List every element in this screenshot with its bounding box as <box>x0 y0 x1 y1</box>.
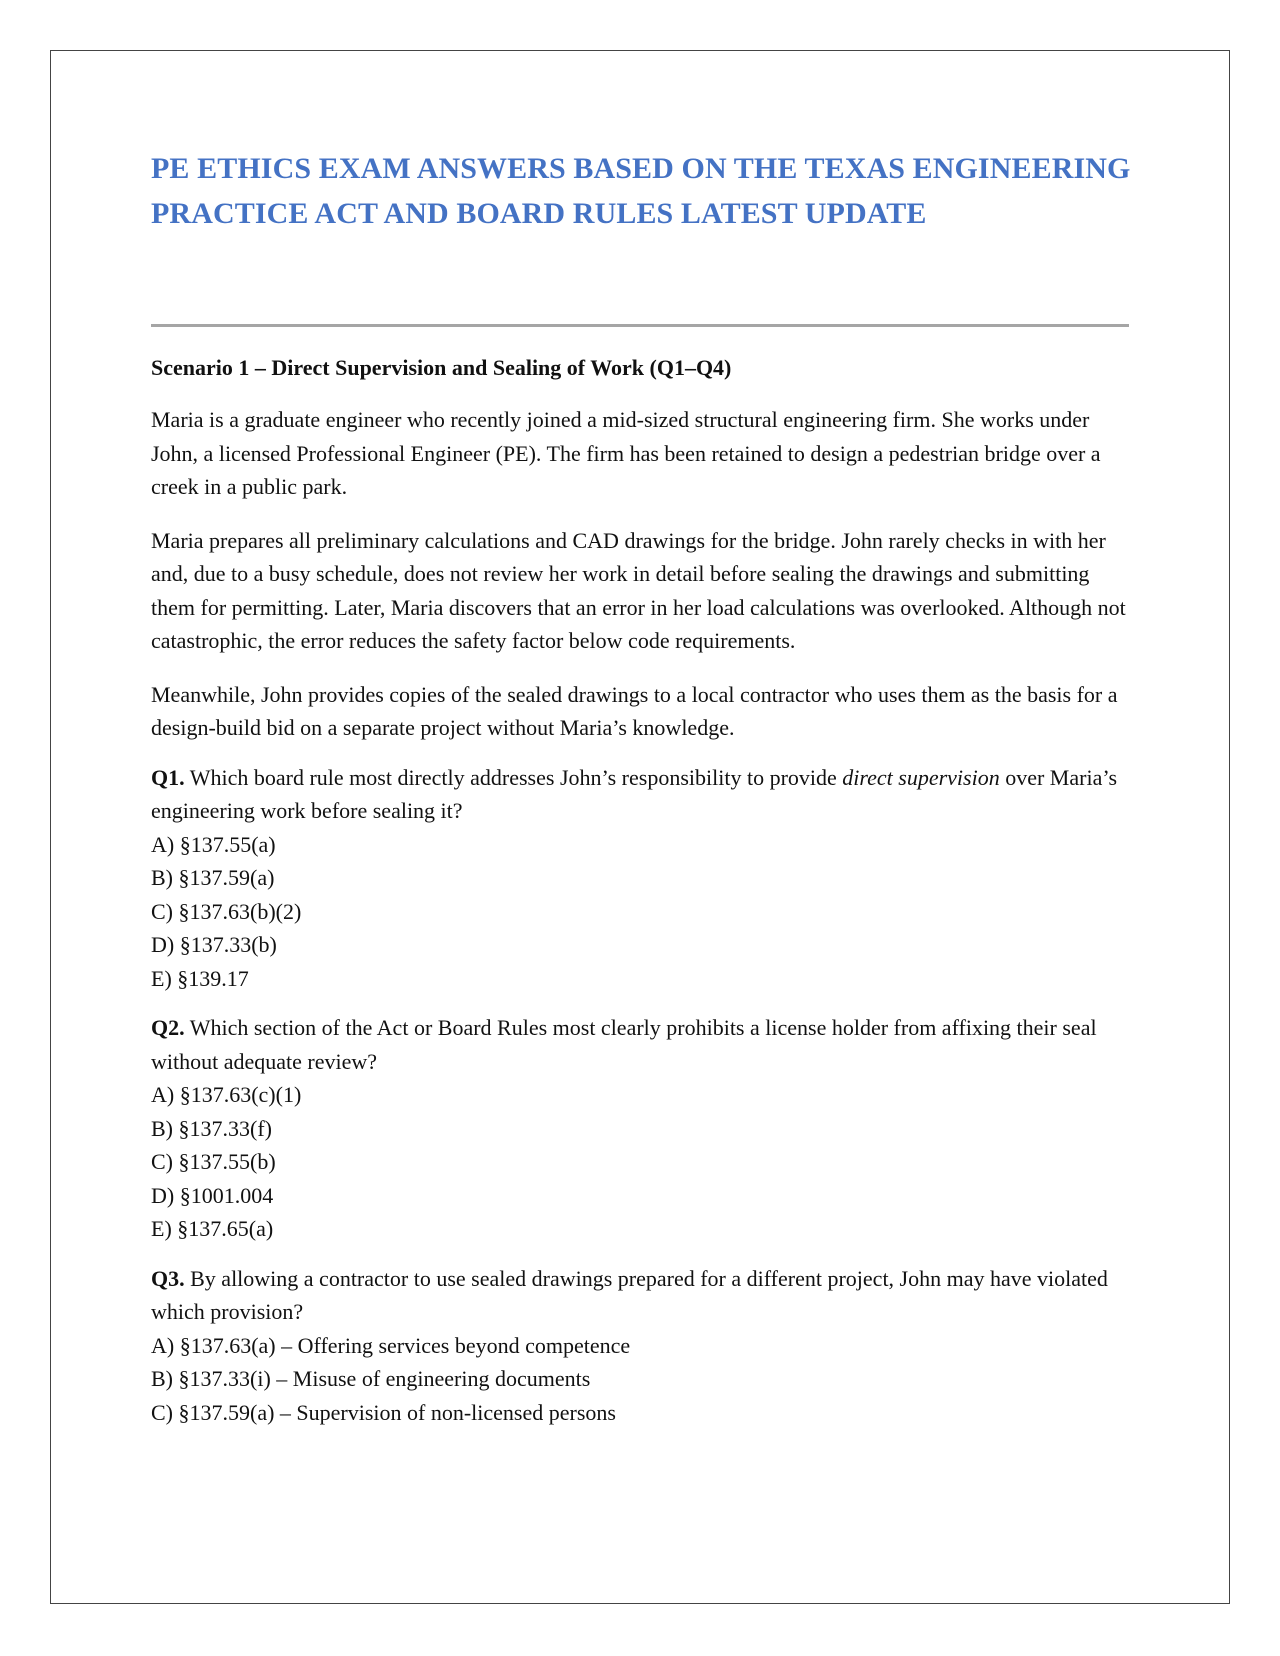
question-3-options <box>151 1329 1136 1430</box>
question-1-emphasis: direct supervision <box>842 764 1000 790</box>
scenario-paragraph-3: Meanwhile, John provides copies of the sealed drawings to a local contractor who uses them as the basis for a design-build bid on a separate project without Maria’s knowledge. <box>151 681 1118 740</box>
document-title: PE ETHICS EXAM ANSWERS BASED ON THE TEXAS ENGINEERING PRACTICE ACT AND BOARD RULES LATEST UPDATE <box>151 152 1131 230</box>
question-1-option-c: C) §137.63(b)(2) <box>151 898 302 924</box>
question-2 <box>151 1011 1136 1246</box>
title-divider <box>151 324 1129 327</box>
question-1-option-e: E) §139.17 <box>151 965 249 991</box>
question-2-option-b: B) §137.33(f) <box>151 1115 272 1141</box>
question-2-option-e: E) §137.65(a) <box>151 1216 274 1241</box>
question-2-option-d: D) §1001.004 <box>151 1182 274 1208</box>
question-2-options <box>151 1078 1136 1246</box>
question-3-body: By allowing a contractor to use sealed drawings prepared for a different project, John may have violated which provision? <box>151 1265 1108 1324</box>
question-3-option-c: C) §137.59(a) – Supervision of non-licensed persons <box>151 1399 616 1425</box>
question-3-option-a: A) §137.63(a) – Offering services beyond competence <box>151 1332 631 1358</box>
question-1-options <box>151 828 1136 996</box>
scenario-paragraph-2: Maria prepares all preliminary calculations and CAD drawings for the bridge. John rarely checks in with her and, due to a busy schedule, does not review her work in detail before sealing the drawings and submitting them for permitting. Later, Maria discovers that an error in her load calculations was overlooked. Although not catastrophic, the error reduces the safety factor below code requirements. <box>151 527 1126 653</box>
scenario-paragraph-1: Maria is a graduate engineer who recently joined a mid-sized structural engineering firm. She works under John, a licensed Professional Engineer (PE). The firm has been retained to design a pedestrian bridge over a creek in a public park. <box>151 407 1101 499</box>
question-1-text-after: over Maria’s engineering work before sealing it? <box>151 764 1118 823</box>
question-3 <box>151 1262 1136 1430</box>
question-3-option-b: B) §137.33(i) – Misuse of engineering documents <box>151 1366 591 1391</box>
question-3-number: Q3. <box>151 1265 185 1291</box>
document-body <box>151 146 1136 1429</box>
question-2-body: Which section of the Act or Board Rules most clearly prohibits a license holder from affixing their seal without adequate review? <box>151 1015 1097 1074</box>
question-1-option-b: B) §137.59(a) <box>151 865 275 890</box>
question-2-option-c: C) §137.55(b) <box>151 1149 276 1174</box>
question-1-text <box>151 761 1136 828</box>
scenario-heading: Scenario 1 – Direct Supervision and Sealing of Work (Q1–Q4) <box>151 355 732 380</box>
question-1-option-d: D) §137.33(b) <box>151 932 277 957</box>
question-1-option-a: A) §137.55(a) <box>151 831 276 857</box>
question-1 <box>151 761 1136 996</box>
question-1-text-before: Which board rule most directly addresses John’s responsibility to provide <box>184 764 843 790</box>
question-1-number: Q1. <box>151 764 185 790</box>
question-2-text <box>151 1011 1136 1078</box>
question-2-option-a: A) §137.63(c)(1) <box>151 1082 302 1107</box>
question-2-number: Q2. <box>151 1015 185 1040</box>
question-3-text <box>151 1262 1136 1329</box>
